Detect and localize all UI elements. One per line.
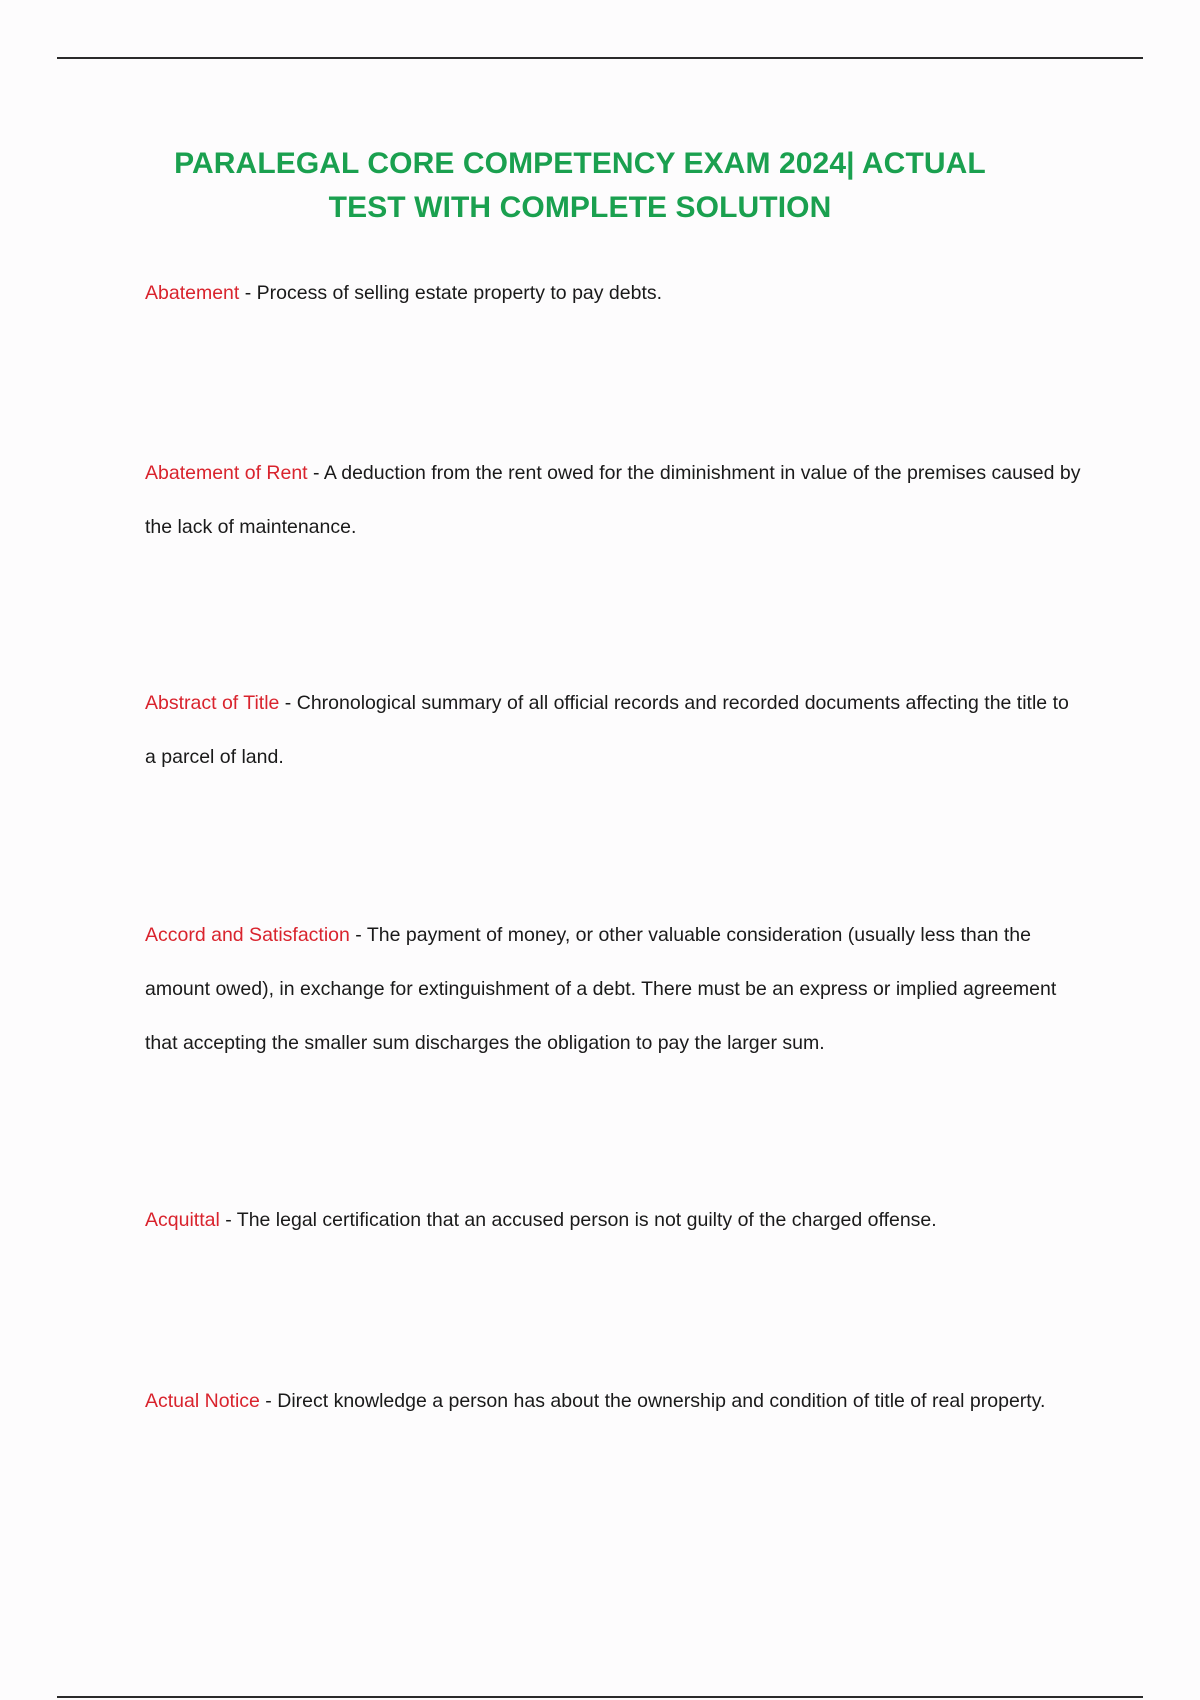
- entry-definition: Direct knowledge a person has about the ownership and condition of title of real property.: [277, 1390, 1046, 1412]
- entry-term: Accord and Satisfaction: [145, 924, 350, 946]
- entry-definition: A deduction from the rent owed for the diminishment in value of the premises caused by the lack of maintenance.: [145, 462, 1081, 538]
- entry-definition: Chronological summary of all official records and recorded documents affecting the title to a parcel of land.: [145, 692, 1069, 768]
- entry-term: Abatement: [145, 282, 240, 304]
- entry-separator: -: [279, 692, 297, 714]
- entry-separator: -: [349, 924, 367, 946]
- title-line-2: TEST WITH COMPLETE SOLUTION: [328, 191, 832, 224]
- top-rule: [57, 57, 1143, 59]
- document-title: [130, 142, 1030, 230]
- entry-separator: -: [219, 1209, 237, 1231]
- glossary-entry-accord-and-satisfaction: [145, 908, 1085, 1070]
- bottom-rule: [57, 1696, 1143, 1698]
- entry-term: Abstract of Title: [145, 692, 280, 714]
- entry-definition: The payment of money, or other valuable consideration (usually less than the amount owed), in exchange for extinguishment of a debt. There must be an express or implied agreement that accepting the smaller sum discharges the obligation to pay the larger sum.: [145, 924, 1057, 1054]
- glossary-entry-acquittal: [145, 1193, 1085, 1247]
- glossary-entry-actual-notice: [145, 1374, 1085, 1428]
- entry-separator: -: [239, 282, 257, 304]
- entry-separator: -: [259, 1390, 278, 1412]
- glossary-entry-abatement: [145, 266, 1085, 320]
- glossary-entry-abstract-of-title: [145, 676, 1085, 784]
- entry-separator: -: [307, 462, 324, 484]
- entry-term: Acquittal: [145, 1209, 220, 1231]
- entry-term: Actual Notice: [145, 1390, 260, 1412]
- title-line-1: PARALEGAL CORE COMPETENCY EXAM 2024| ACTUAL: [174, 147, 986, 180]
- entry-definition: Process of selling estate property to pay debts.: [256, 282, 663, 304]
- entry-term: Abatement of Rent: [145, 462, 308, 484]
- glossary-entry-abatement-of-rent: [145, 446, 1085, 554]
- entry-definition: The legal certification that an accused person is not guilty of the charged offense.: [236, 1209, 937, 1231]
